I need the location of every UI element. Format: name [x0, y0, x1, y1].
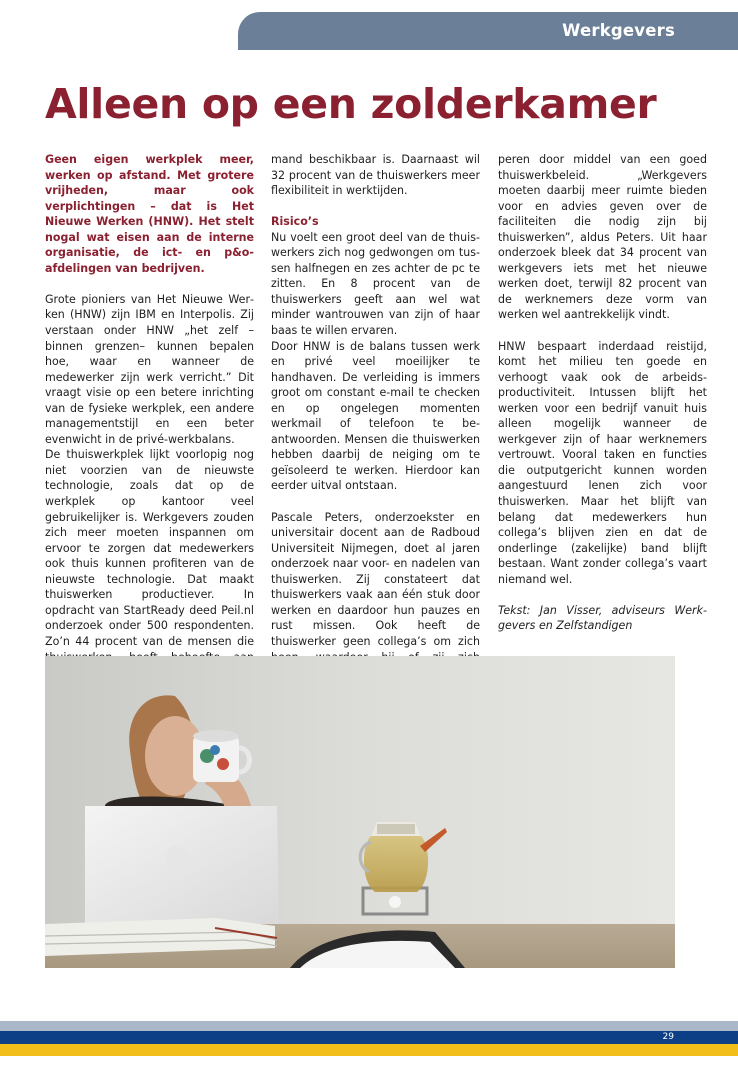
paragraph-gap: [498, 587, 707, 603]
footer-band-light: [0, 1021, 738, 1031]
section-tab: [238, 12, 738, 50]
section-label: Werkgevers: [562, 21, 675, 40]
paragraph-gap: [45, 276, 254, 292]
page-number: 29: [662, 1032, 674, 1042]
body-paragraph: Door HNW is de balans tussen werk en privé veel moeilijker te handhaven. De verleiding is immers groot om constant e-mail te checken en op ongelegen momenten werkmail of telefoon te beantwoorden. Mensen die thuiswerken hebben daarbij de neiging om te geïsoleerd te werken. Hierdoor kan eerder uitval ontstaan.: [271, 339, 480, 493]
body-paragraph: mand beschikbaar is. Daarnaast wil 32 procent van de thuiswerkers meer flexibiliteit in werktijden.: [271, 153, 480, 198]
body-paragraph: peren door middel van een goed thuiswerkbeleid. „Werkgevers moeten daarbij meer ruimte bieden voor en advies geven over de faciliteiten die nodig zijn bij thuiswerken”, aldus Peters. Uit haar onderzoek bleek dat 34 procent van werkgevers iets met het nieuwe werken doet, terwijl 82 procent van de werknemers deze vorm van werken wel aantrekkelijk vindt.: [498, 153, 707, 322]
body-paragraph: Pascale Peters, onderzoekster en universitair docent aan de Radboud Universiteit Nijmegen, doet al jaren onderzoek naar voor- en nadelen van thuiswerken. Zij constateert dat thuiswerkers vaak aan één stuk door werken en daardoor hun pauzes en rust missen. Ook heeft de thuiswerker geen collega’s om zich: [271, 510, 480, 648]
body-paragraph: Nu voelt een groot deel van de thuiswerkers zich nog gedwongen om tussen halfnegen en zes achter de pc te zitten. En 8 procent van de thuiswerkers geeft aan wel wat minder wantrouwen van zijn of haar baas te willen ervaren.: [271, 230, 480, 338]
body-paragraph: HNW bespaart inderdaad reistijd, komt het milieu ten goede en verhoogt vaak ook de arbeidsproductiviteit. Intussen blijft het werken voor een bedrijf vanuit huis alleen mogelijk wanneer de werkgever zijn of haar werknemers vertrouwt. Vooral taken en functies die outputgericht kunnen worden aangestuurd lenen zich voor thuiswerken. Maar het blijft van belang dat medewerkers hun collega’s blijven zien en dat de onderlinge (zakelijke) band blijft bestaan. Want zonder collega’s vaart niemand wel.: [498, 339, 707, 586]
paragraph-gap: [271, 199, 480, 215]
body-paragraph: Grote pioniers van Het Nieuwe Werken (HNW) zijn IBM en Interpolis. Zij verstaan onder HNW „het zelf –binnen grenzen– kunnen bepalen hoe, waar en wanneer de medewerker zijn werk verricht.” Dit vraagt visie op een betere inrichting van de fysieke werkplek, een andere managementstijl en een beter evenwicht in de privé-werkbalans.: [45, 292, 254, 446]
paragraph-gap: [498, 323, 707, 339]
body-paragraph: De thuiswerkplek lijkt voorlopig nog niet voorzien van de nieuwste technologie, zoals dat op de werkplek op kantoor veel gebruikelijker is. Werkgevers zouden zich meer moeten inspannen om ervoor te zorgen dat medewerkers ook thuis kunnen profiteren van de nieuwste technologie. Dat maakt thuiswerken productiever. In opdracht van StartReady deed Peil.nl onderzoek onder 500 respondenten. Zo’n 44 procent van de mensen die: [45, 448, 254, 648]
footer-band-yellow: [0, 1044, 738, 1056]
column-3: [498, 152, 707, 644]
paragraph-gap: [271, 494, 480, 510]
subheading: Risico’s: [271, 215, 319, 229]
article-photo: [45, 656, 675, 968]
article-title: Alleen op een zolderkamer: [45, 80, 657, 128]
photo-woman-drinking-at-laptop: [45, 656, 675, 968]
author-credit: Tekst: Jan Visser, adviseurs Werkgevers en Zelfstandigen: [498, 603, 707, 633]
lead-paragraph: Geen eigen werkplek meer, werken op afstand. Met grotere vrijheden, maar ook verplichtingen – dat is Het Nieuwe Werken (HNW). Het stelt nogal wat eisen aan de interne organisatie, de ict- en p&o-afdelingen van bedrijven.: [45, 153, 254, 275]
column-1: [45, 152, 254, 648]
footer-band-blue: [0, 1031, 738, 1044]
column-2: [271, 152, 480, 648]
